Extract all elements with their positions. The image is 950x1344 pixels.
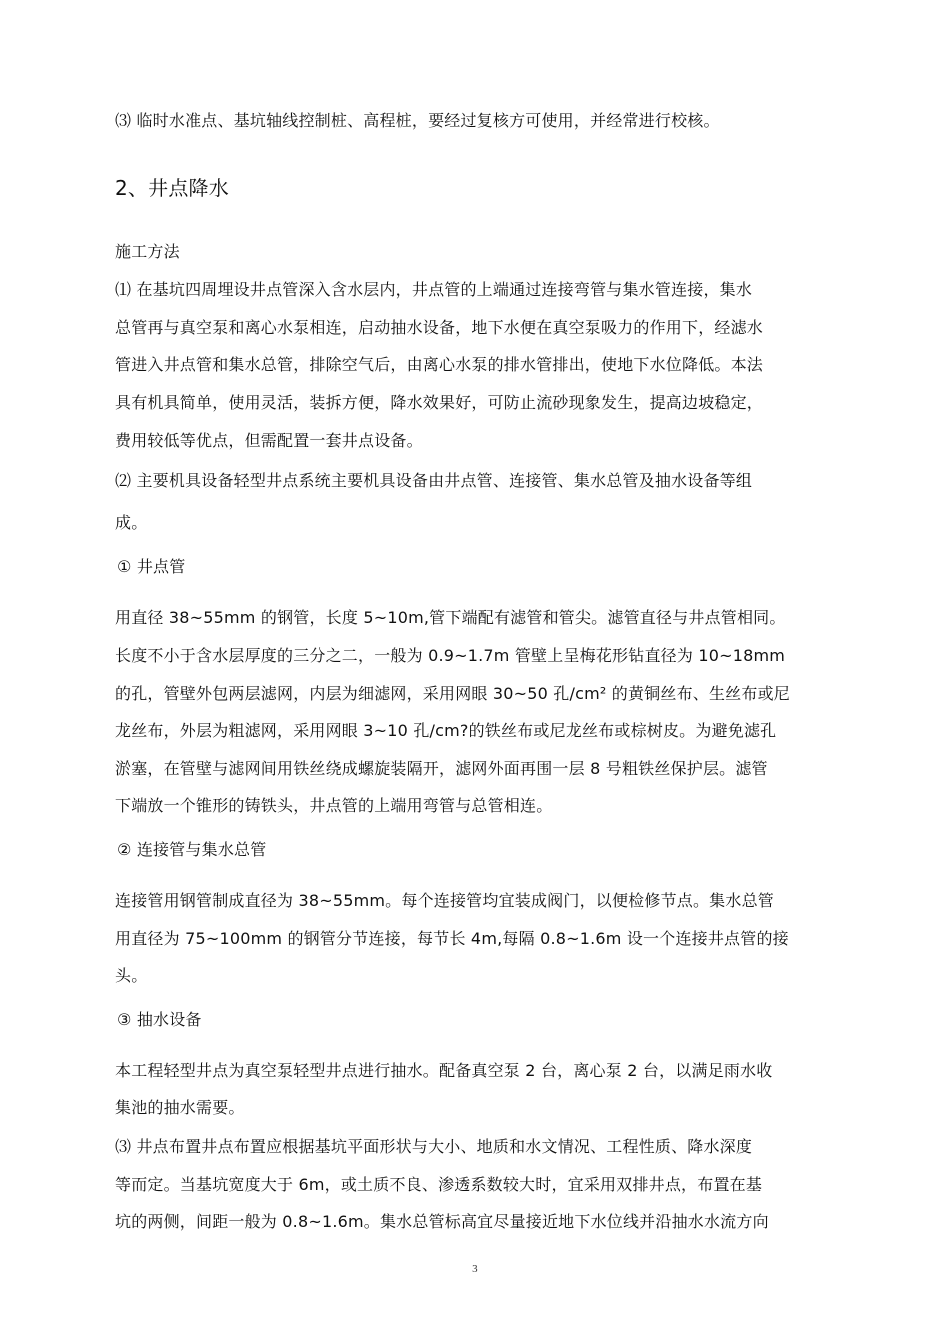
paragraph-line: 长度不小于含水层厚度的三分之二，一般为 0.9~1.7m 管壁上呈梅花形钻直径为 10~18mm [115, 646, 786, 665]
paragraph-line: 管进入井点管和集水总管，排除空气后，由离心水泵的排水管排出，使地下水位降低。本法 [115, 355, 764, 374]
list-item-heading: ② 连接管与集水总管 [117, 840, 267, 859]
paragraph-line: 坑的两侧，间距一般为 0.8~1.6m。集水总管标高宜尽量接近地下水位线并沿抽水水流方向 [115, 1212, 769, 1231]
paragraph-line: 下端放一个锥形的铸铁头，井点管的上端用弯管与总管相连。 [115, 796, 553, 815]
paragraph-line: ⑴ 在基坑四周埋设井点管深入含水层内，井点管的上端通过连接弯管与集水管连接，集水 [115, 280, 753, 299]
paragraph-line: 头。 [115, 966, 148, 985]
paragraph-line: 本工程轻型井点为真空泵轻型井点进行抽水。配备真空泵 2 台，离心泵 2 台，以满足雨水收 [115, 1061, 773, 1080]
paragraph-line: 等而定。当基坑宽度大于 6m，或土质不良、渗透系数较大时，宜采用双排井点，布置在基 [115, 1175, 763, 1194]
paragraph-line: 用直径 38~55mm 的钢管，长度 5~10m,管下端配有滤管和管尖。滤管直径与井点管相同。 [115, 608, 786, 627]
paragraph-line: ⑶ 临时水准点、基坑轴线控制桩、高程桩，要经过复核方可使用，并经常进行校核。 [115, 111, 720, 130]
paragraph-line: ⑵ 主要机具设备轻型井点系统主要机具设备由井点管、连接管、集水总管及抽水设备等组 [115, 471, 753, 490]
paragraph-line: 集池的抽水需要。 [115, 1098, 245, 1117]
paragraph-line: 具有机具简单，使用灵活，装拆方便，降水效果好，可防止流砂现象发生，提高边坡稳定， [115, 393, 764, 412]
paragraph-line: 淤塞，在管壁与滤网间用铁丝绕成螺旋装隔开，滤网外面再围一层 8 号粗铁丝保护层。滤管 [115, 759, 768, 778]
paragraph-line: 总管再与真空泵和离心水泵相连，启动抽水设备，地下水便在真空泵吸力的作用下，经滤水 [115, 318, 764, 337]
paragraph-line: 连接管用钢管制成直径为 38~55mm。每个连接管均宜装成阀门，以便检修节点。集水总管 [115, 891, 774, 910]
page-number: 3 [472, 1263, 478, 1275]
paragraph-line: 费用较低等优点，但需配置一套井点设备。 [115, 431, 423, 450]
paragraph-line: 成。 [115, 513, 148, 532]
subheading: 施工方法 [115, 242, 180, 261]
paragraph-line: 龙丝布，外层为粗滤网，采用网眼 3~10 孔/cm?的铁丝布或尼龙丝布或棕树皮。为避免滤孔 [115, 721, 777, 740]
list-item-heading: ③ 抽水设备 [117, 1010, 202, 1029]
section-heading: 2、井点降水 [115, 176, 229, 200]
paragraph-line: 用直径为 75~100mm 的钢管分节连接，每节长 4m,每隔 0.8~1.6m 设一个连接井点管的接 [115, 929, 789, 948]
paragraph-line: 的孔，管壁外包两层滤网，内层为细滤网，采用网眼 30~50 孔/cm² 的黄铜丝布、生丝布或尼 [115, 684, 790, 703]
list-item-heading: ① 井点管 [117, 557, 186, 576]
paragraph-line: ⑶ 井点布置井点布置应根据基坑平面形状与大小、地质和水文情况、工程性质、降水深度 [115, 1137, 753, 1156]
